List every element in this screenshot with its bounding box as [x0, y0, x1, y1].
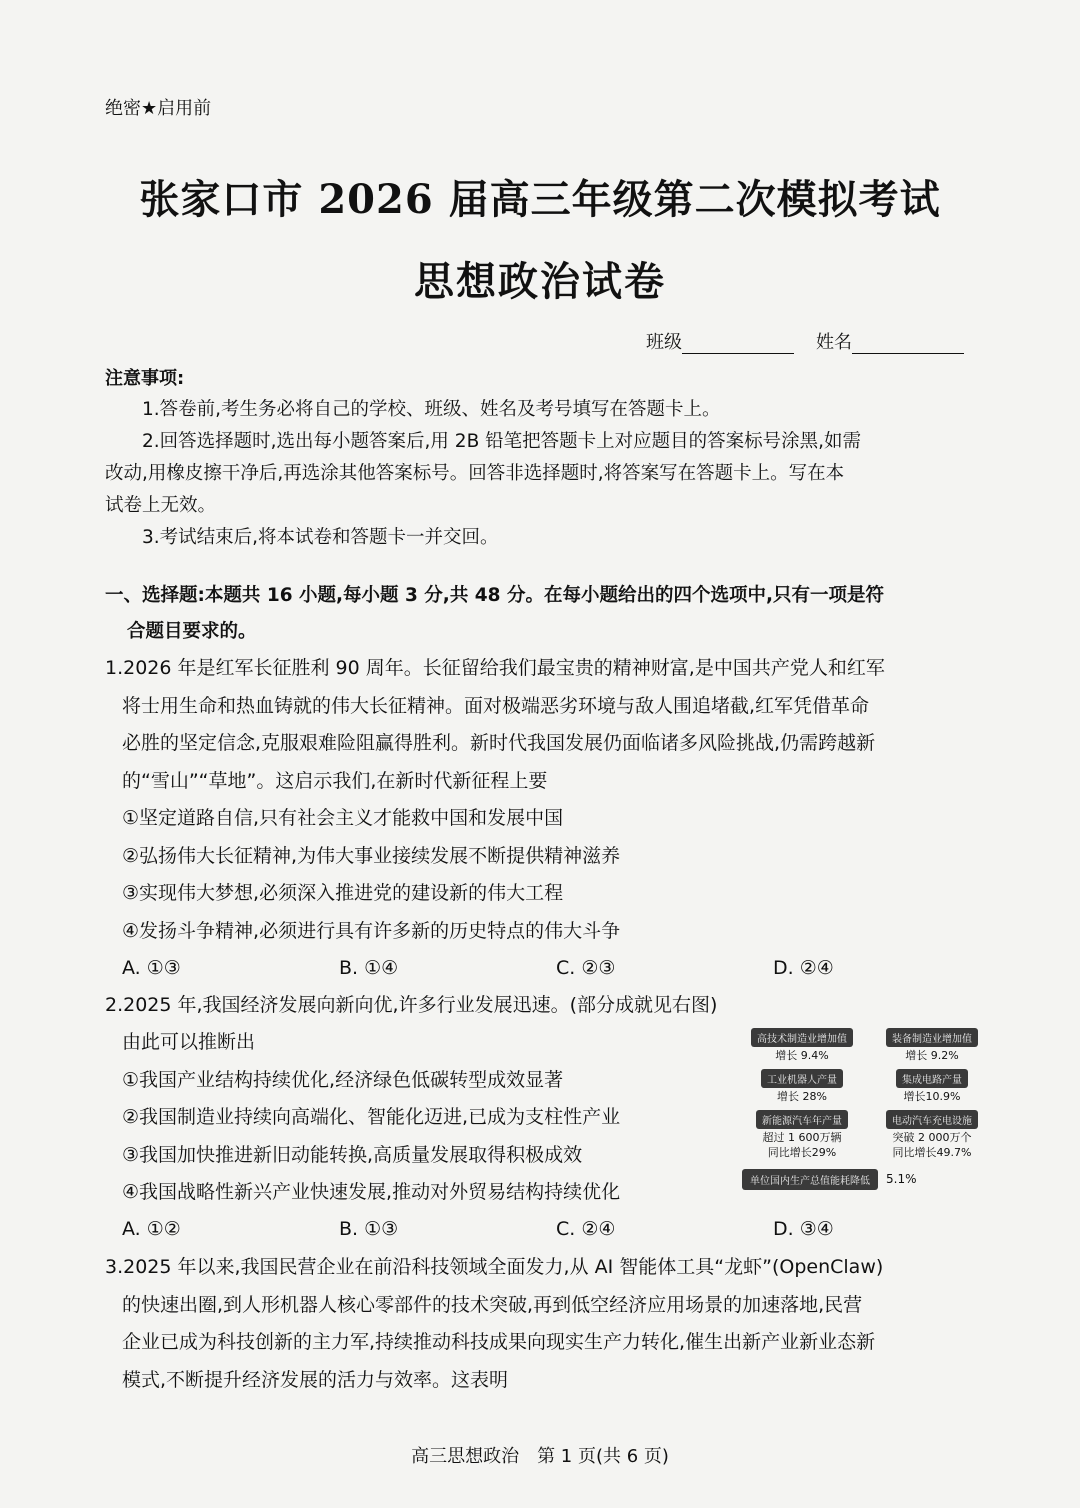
info-cell [742, 1109, 862, 1159]
class-label: 班级 [646, 332, 682, 353]
exam-subtitle: 思想政治试卷 [414, 258, 666, 305]
q3-line: 企业已成为科技创新的主力军,持续推动科技成果向现实生产力转化,催生出新产业新业态新 [122, 1331, 876, 1353]
info-value: 增长 28% [777, 1090, 827, 1103]
info-label: 集成电路产量 [896, 1069, 968, 1088]
student-fields [646, 328, 964, 354]
name-label: 姓名 [816, 332, 852, 353]
q1-line: 必胜的坚定信念,克服艰难险阻赢得胜利。新时代我国发展仍面临诸多风险挑战,仍需跨越新 [122, 732, 876, 754]
q3-line: 模式,不断提升经济发展的活力与效率。这表明 [122, 1368, 509, 1391]
info-cell [872, 1109, 992, 1159]
q3-line: 的快速出圈,到人形机器人核心零部件的技术突破,再到低空经济应用场景的加速落地,民营 [122, 1293, 863, 1316]
info-label: 高技术制造业增加值 [751, 1028, 853, 1047]
notice-item: 3.考试结束后,将本试卷和答题卡一并交回。 [142, 527, 499, 548]
q2-choice-a[interactable]: A. ①② [122, 1218, 181, 1240]
q1-choice-c[interactable]: C. ②③ [556, 957, 616, 979]
page-footer: 高三思想政治 第 1 页(共 6 页) [411, 1446, 669, 1467]
q1-choice-b[interactable]: B. ①④ [339, 957, 399, 979]
section-line: 一、选择题:本题共 16 小题,每小题 3 分,共 48 分。在每小题给出的四个选项中,只有一项是符 [105, 585, 884, 606]
info-label: 电动汽车充电设施 [886, 1110, 978, 1129]
notice-item: 1.答卷前,考生务必将自己的学校、班级、姓名及考号填写在答题卡上。 [142, 399, 721, 420]
q1-choice-d[interactable]: D. ②④ [773, 957, 834, 979]
info-cell [742, 1169, 992, 1190]
info-label: 工业机器人产量 [761, 1069, 843, 1088]
question-3 [105, 1249, 990, 1399]
info-value: 增长10.9% [903, 1090, 961, 1103]
q2-option: ①我国产业结构持续优化,经济绿色低碳转型成效显著 [122, 1068, 564, 1091]
section-line: 合题目要求的。 [127, 621, 257, 642]
info-value: 增长 9.4% [775, 1049, 829, 1062]
question-1 [105, 650, 990, 988]
achievements-infographic [742, 1027, 992, 1190]
info-label: 装备制造业增加值 [886, 1028, 978, 1047]
info-value: 增长 9.2% [905, 1049, 959, 1062]
notice-heading: 注意事项: [105, 368, 185, 389]
notice-list [105, 394, 985, 554]
q1-choices [105, 950, 990, 988]
question-2-intro [105, 987, 990, 1025]
q2-choice-b[interactable]: B. ①③ [339, 1218, 399, 1240]
q1-option: ②弘扬伟大长征精神,为伟大事业接续发展不断提供精神滋养 [122, 844, 621, 867]
q2-option: ③我国加快推进新旧动能转换,高质量发展取得积极成效 [122, 1143, 583, 1166]
q1-line: 1.2026 年是红军长征胜利 90 周年。长征留给我们最宝贵的精神财富,是中国共产党人和红军 [105, 657, 885, 679]
q2-option: ②我国制造业持续向高端化、智能化迈进,已成为支柱性产业 [122, 1106, 621, 1128]
q1-option: ③实现伟大梦想,必须深入推进党的建设新的伟大工程 [122, 882, 564, 904]
q1-choice-a[interactable]: A. ①③ [122, 957, 181, 979]
question-2-choices [105, 1211, 990, 1249]
class-blank[interactable] [682, 333, 794, 354]
q1-line: 将士用生命和热血铸就的伟大长征精神。面对极端恶劣环境与敌人围追堵截,红军凭借革命 [122, 694, 870, 717]
notice-item: 2.回答选择题时,选出每小题答案后,用 2B 铅笔把答题卡上对应题目的答案标号涂黑,如需 [142, 431, 862, 452]
q2-choice-c[interactable]: C. ②④ [556, 1218, 616, 1240]
info-label: 单位国内生产总值能耗降低 [742, 1169, 878, 1190]
info-value: 同比增长29% [767, 1146, 837, 1159]
info-cell [872, 1027, 992, 1062]
info-cell [742, 1027, 862, 1062]
class-field[interactable] [646, 328, 794, 354]
notice-item: 改动,用橡皮擦干净后,再选涂其他答案标号。回答非选择题时,将答案写在答题卡上。写在本 [105, 463, 845, 484]
q2-option: ④我国战略性新兴产业快速发展,推动对外贸易结构持续优化 [122, 1181, 621, 1203]
info-value: 同比增长49.7% [892, 1146, 972, 1159]
info-value: 5.1% [886, 1172, 917, 1186]
name-blank[interactable] [852, 333, 964, 354]
secret-mark: 绝密★启用前 [105, 98, 212, 119]
q2-choices [105, 1211, 990, 1249]
section-heading [105, 578, 990, 650]
info-cell [872, 1068, 992, 1103]
question-2-body [105, 1024, 745, 1212]
q3-line: 3.2025 年以来,我国民营企业在前沿科技领域全面发力,从 AI 智能体工具“龙虾”(OpenClaw) [105, 1256, 884, 1278]
q2-choice-d[interactable]: D. ③④ [773, 1218, 834, 1240]
q1-line: 的“雪山”“草地”。这启示我们,在新时代新征程上要 [122, 769, 548, 792]
info-value: 超过 1 600万辆 [762, 1131, 842, 1144]
info-value: 突破 2 000万个 [892, 1131, 972, 1144]
name-field[interactable] [816, 328, 964, 354]
q2-line: 2.2025 年,我国经济发展向新向优,许多行业发展迅速。(部分成就见右图) [105, 994, 718, 1016]
notice-item: 试卷上无效。 [105, 495, 217, 516]
info-cell [742, 1068, 862, 1103]
info-label: 新能源汽车年产量 [756, 1110, 848, 1129]
q1-option: ④发扬斗争精神,必须进行具有许多新的历史特点的伟大斗争 [122, 919, 621, 942]
q1-option: ①坚定道路自信,只有社会主义才能救中国和发展中国 [122, 807, 564, 829]
exam-title: 张家口市 2026 届高三年级第二次模拟考试 [139, 176, 941, 223]
q2-line: 由此可以推断出 [122, 1031, 256, 1053]
